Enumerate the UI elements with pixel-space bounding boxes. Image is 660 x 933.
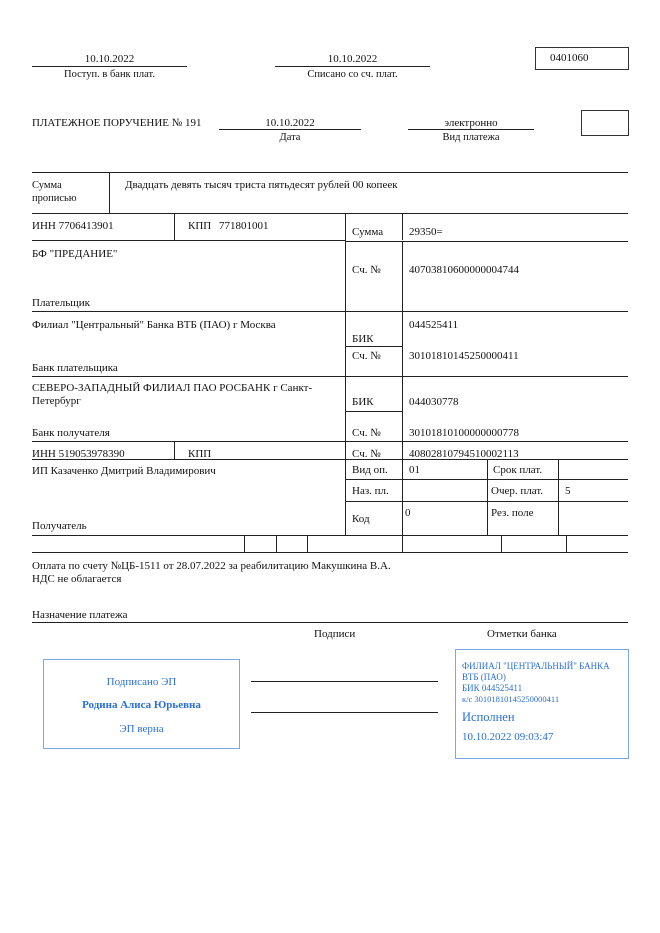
payer-kpp: 771801001 (219, 220, 269, 232)
divider (402, 441, 403, 535)
divider (32, 535, 628, 536)
priority: 5 (565, 485, 571, 497)
divider (32, 213, 628, 214)
signatures-label: Подписи (314, 628, 356, 640)
payer-bank-account: 30101810145250000411 (409, 350, 519, 362)
signature-stamp (43, 659, 240, 749)
signature-line (251, 712, 438, 713)
ep-valid: ЭП верна (119, 723, 164, 735)
recipient-bank-bik: 044030778 (409, 396, 459, 408)
purpose-line-2: НДС не облагается (32, 573, 122, 585)
signature-line (251, 681, 438, 682)
bank-marks-label: Отметки банка (487, 628, 557, 640)
order-title: ПЛАТЕЖНОЕ ПОРУЧЕНИЕ № 191 (32, 117, 202, 129)
divider (402, 376, 403, 450)
payer-label: Плательщик (32, 297, 90, 309)
divider (174, 441, 175, 459)
bank-stamp-line-1: ФИЛИАЛ "ЦЕНТРАЛЬНЫЙ" БАНКА (462, 661, 610, 671)
divider (32, 240, 345, 241)
divider (402, 241, 403, 311)
divider (566, 535, 567, 552)
divider (345, 479, 628, 480)
order-date-label: Дата (279, 132, 301, 143)
payer-bank-account-label: Сч. № (352, 350, 381, 362)
divider (32, 311, 628, 312)
divider (276, 535, 277, 552)
amount-words-label: Сумма прописью (32, 180, 77, 204)
divider (32, 441, 628, 442)
op-type: 01 (409, 464, 420, 476)
divider (244, 535, 245, 552)
signer-name: Родина Алиса Юрьевна (82, 699, 201, 711)
payer-bank-label: Банк плательщика (32, 362, 118, 374)
purpose-line-1: Оплата по счету №ЦБ-1511 от 28.07.2022 за реабилитацию Макушкина В.А. (32, 560, 391, 572)
bank-stamp-line-2: ВТБ (ПАО) (462, 672, 506, 682)
divider (32, 376, 628, 377)
divider (402, 213, 403, 240)
divider (219, 129, 361, 130)
bank-stamp-ks: к/с 30101810145250000411 (462, 694, 560, 704)
recipient-kpp-label: КПП (188, 448, 212, 460)
payer-bank-bik-label: БИК (352, 333, 374, 345)
form-code: 0401060 (550, 52, 589, 64)
divider (275, 66, 430, 67)
recipient-inn: ИНН 519053978390 (32, 448, 125, 460)
divider (501, 535, 502, 552)
recipient-bank-name: СЕВЕРО-ЗАПАДНЫЙ ФИЛИАЛ ПАО РОСБАНК г Санкт-Петербург (32, 382, 313, 407)
op-type-label: Вид оп. (352, 464, 388, 476)
payer-sum-label: Сумма (352, 226, 384, 238)
recipient-account: 40802810794510002113 (409, 448, 519, 460)
date-received: 10.10.2022 (84, 53, 135, 65)
divider (32, 552, 628, 553)
divider (487, 459, 488, 535)
purpose-label: Назначение платежа (32, 609, 128, 621)
bank-stamp-status: Исполнен (462, 710, 515, 724)
payer-name: БФ "ПРЕДАНИЕ" (32, 248, 118, 260)
ep-signed: Подписано ЭП (106, 676, 177, 688)
bank-stamp-bik: БИК 044525411 (462, 683, 523, 693)
payer-bank-name: Филиал "Центральный" Банка ВТБ (ПАО) г Москва (32, 319, 276, 331)
status-box (581, 110, 629, 136)
date-debited: 10.10.2022 (327, 53, 378, 65)
payer-bank-bik: 044525411 (409, 319, 459, 331)
divider (345, 411, 402, 412)
deadline-label: Срок плат. (493, 464, 543, 476)
priority-label: Очер. плат. (491, 485, 544, 497)
divider (109, 172, 110, 213)
divider (32, 622, 628, 623)
form-code-box (535, 47, 629, 70)
payment-type: электронно (444, 117, 498, 129)
divider (345, 346, 402, 347)
purpose-code-label: Наз. пл. (352, 485, 389, 497)
recipient-bank-bik-label: БИК (352, 396, 374, 408)
recipient-label: Получатель (32, 520, 87, 532)
payer-inn: ИНН 7706413901 (32, 220, 114, 232)
divider (402, 535, 403, 552)
recipient-account-label: Сч. № (352, 448, 381, 460)
divider (307, 535, 308, 552)
recipient-bank-label: Банк получателя (32, 427, 110, 439)
divider (558, 459, 559, 535)
divider (345, 501, 628, 502)
date-received-label: Поступ. в банк плат. (64, 69, 155, 80)
date-debited-label: Списано со сч. плат. (307, 69, 398, 80)
recipient-name: ИП Казаченко Дмитрий Владимирович (32, 465, 216, 477)
amount-words: Двадцать девять тысяч триста пятьдесят рублей 00 копеек (125, 179, 398, 191)
code-label: Код (352, 513, 370, 525)
divider (174, 213, 175, 240)
payment-type-label: Вид платежа (442, 132, 500, 143)
payer-sum: 29350= (409, 226, 443, 238)
recipient-bank-account: 30101810100000000778 (409, 427, 519, 439)
recipient-bank-account-label: Сч. № (352, 427, 381, 439)
payer-account: 40703810600000004744 (409, 264, 519, 276)
bank-stamp (455, 649, 629, 759)
divider (345, 213, 346, 535)
divider (408, 129, 534, 130)
divider (32, 66, 187, 67)
reserve-label: Рез. поле (491, 507, 534, 519)
divider (402, 311, 403, 376)
payer-kpp-label: КПП (188, 220, 212, 232)
code: 0 (405, 507, 411, 519)
order-date: 10.10.2022 (265, 117, 315, 129)
divider (345, 241, 628, 242)
payer-account-label: Сч. № (352, 264, 381, 276)
bank-stamp-datetime: 10.10.2022 09:03:47 (462, 731, 554, 743)
divider (32, 172, 628, 173)
divider (32, 459, 628, 460)
